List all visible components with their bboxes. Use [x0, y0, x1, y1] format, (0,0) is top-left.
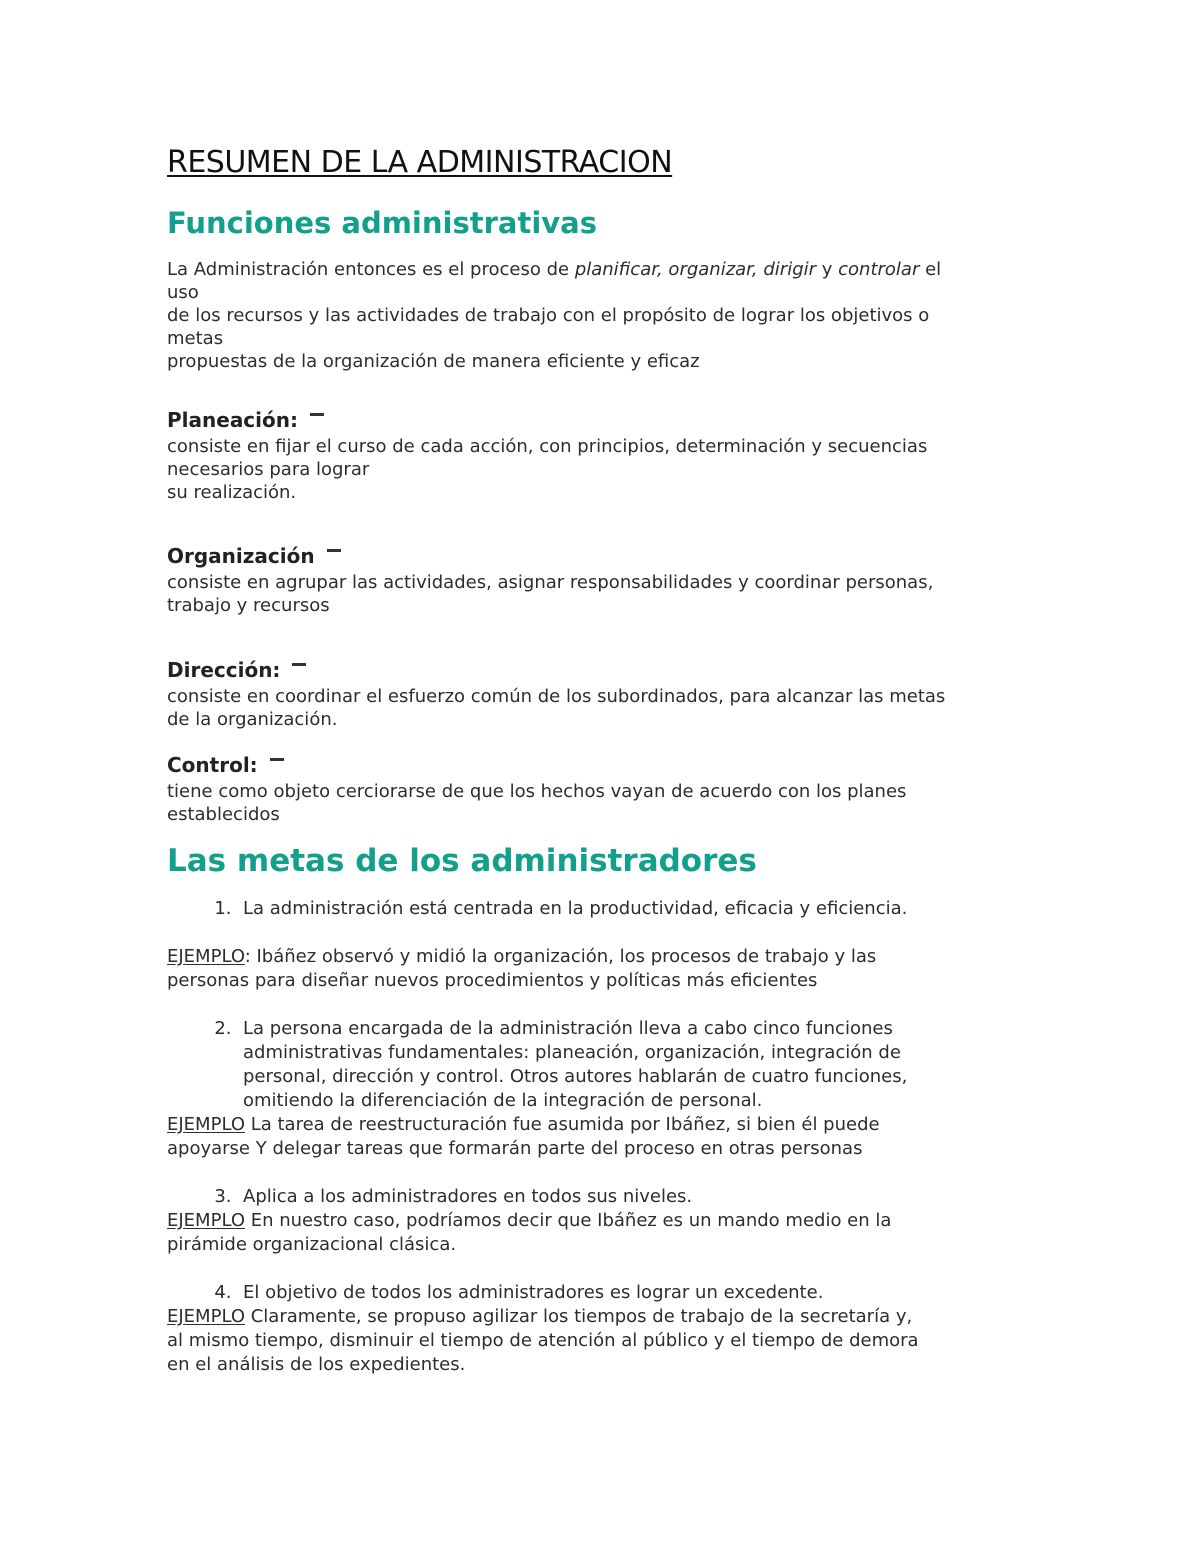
example-block: EJEMPLO En nuestro caso, podríamos decir que Ibáñez es un mando medio en la pirámide organizacional clásica. [167, 1210, 892, 1255]
goal-item-1 [167, 897, 1047, 993]
example-label: EJEMPLO [167, 1114, 245, 1135]
list-item-text: La persona encargada de la administración lleva a cabo cinco funciones administrativas fundamentales: planeación, organización, integración de personal, dirección y control. Otros autores hablarán de cuatro funciones, omitiendo la diferenciación de la integración de personal. [243, 1018, 908, 1111]
function-text: consiste en fijar el curso de cada acción, con principios, determinación y secuencias [167, 436, 928, 457]
intro-line-3: de los recursos y las actividades de trabajo con el propósito de lograr los objetivos o [167, 305, 930, 326]
list-number: 2. [214, 1018, 232, 1039]
list-item-text: Aplica a los administradores en todos sus niveles. [243, 1186, 693, 1207]
dash-icon [292, 663, 306, 666]
intro-line-4: metas [167, 328, 224, 349]
function-text: trabajo y recursos [167, 595, 330, 616]
example-block: EJEMPLO Claramente, se propuso agilizar los tiempos de trabajo de la secretaría y, al mismo tiempo, disminuir el tiempo de atención al público y el tiempo de demora en el análisis de los expedientes. [167, 1306, 919, 1375]
intro-line-5: propuestas de la organización de manera eficiente y eficaz [167, 351, 700, 372]
function-text: necesarios para lograr [167, 459, 370, 480]
example-label: EJEMPLO [167, 1306, 245, 1327]
function-text: de la organización. [167, 709, 338, 730]
example-label: EJEMPLO [167, 946, 245, 967]
intro-paragraph [167, 258, 1047, 373]
function-direccion [167, 655, 1047, 731]
function-heading: Organización [167, 541, 1047, 571]
list-number: 3. [214, 1186, 232, 1207]
function-text: consiste en agrupar las actividades, asignar responsabilidades y coordinar personas, [167, 572, 934, 593]
list-item [167, 1185, 1047, 1209]
list-item [167, 1281, 1047, 1305]
function-heading: Dirección: [167, 655, 1047, 685]
function-control [167, 750, 1047, 826]
function-text: consiste en coordinar el esfuerzo común de los subordinados, para alcanzar las metas [167, 686, 946, 707]
document-page [167, 140, 1047, 1377]
list-item-text: El objetivo de todos los administradores es lograr un excedente. [243, 1282, 824, 1303]
list-item [167, 1017, 1047, 1113]
function-heading: Planeación: [167, 405, 1047, 435]
function-text: su realización. [167, 482, 297, 503]
section-heading-funciones: Funciones administrativas [167, 206, 597, 240]
section-heading-metas: Las metas de los administradores [167, 843, 757, 879]
intro-line-2: uso [167, 282, 199, 303]
dash-icon [270, 758, 284, 761]
dash-icon [310, 413, 324, 416]
goal-item-2 [167, 1017, 1047, 1161]
intro-line-1: La Administración entonces es el proceso de planificar, organizar, dirigir y controlar el [167, 259, 942, 280]
goal-item-4 [167, 1281, 1047, 1377]
function-text: establecidos [167, 804, 280, 825]
list-item [167, 897, 1047, 921]
dash-icon [327, 549, 341, 552]
list-number: 1. [214, 898, 232, 919]
function-organizacion [167, 541, 1047, 617]
function-planeacion [167, 405, 1047, 504]
example-block: EJEMPLO La tarea de reestructuración fue asumida por Ibáñez, si bien él puede apoyarse Y delegar tareas que formarán parte del proceso en otras personas [167, 1114, 880, 1159]
example-block: EJEMPLO: Ibáñez observó y midió la organización, los procesos de trabajo y las personas para diseñar nuevos procedimientos y políticas más eficientes [167, 946, 877, 991]
document-title: RESUMEN DE LA ADMINISTRACION [167, 145, 673, 180]
list-number: 4. [214, 1282, 232, 1303]
example-label: EJEMPLO [167, 1210, 245, 1231]
function-text: tiene como objeto cerciorarse de que los hechos vayan de acuerdo con los planes [167, 781, 907, 802]
goal-item-3 [167, 1185, 1047, 1257]
list-item-text: La administración está centrada en la productividad, eficacia y eficiencia. [243, 898, 908, 919]
function-heading: Control: [167, 750, 1047, 780]
